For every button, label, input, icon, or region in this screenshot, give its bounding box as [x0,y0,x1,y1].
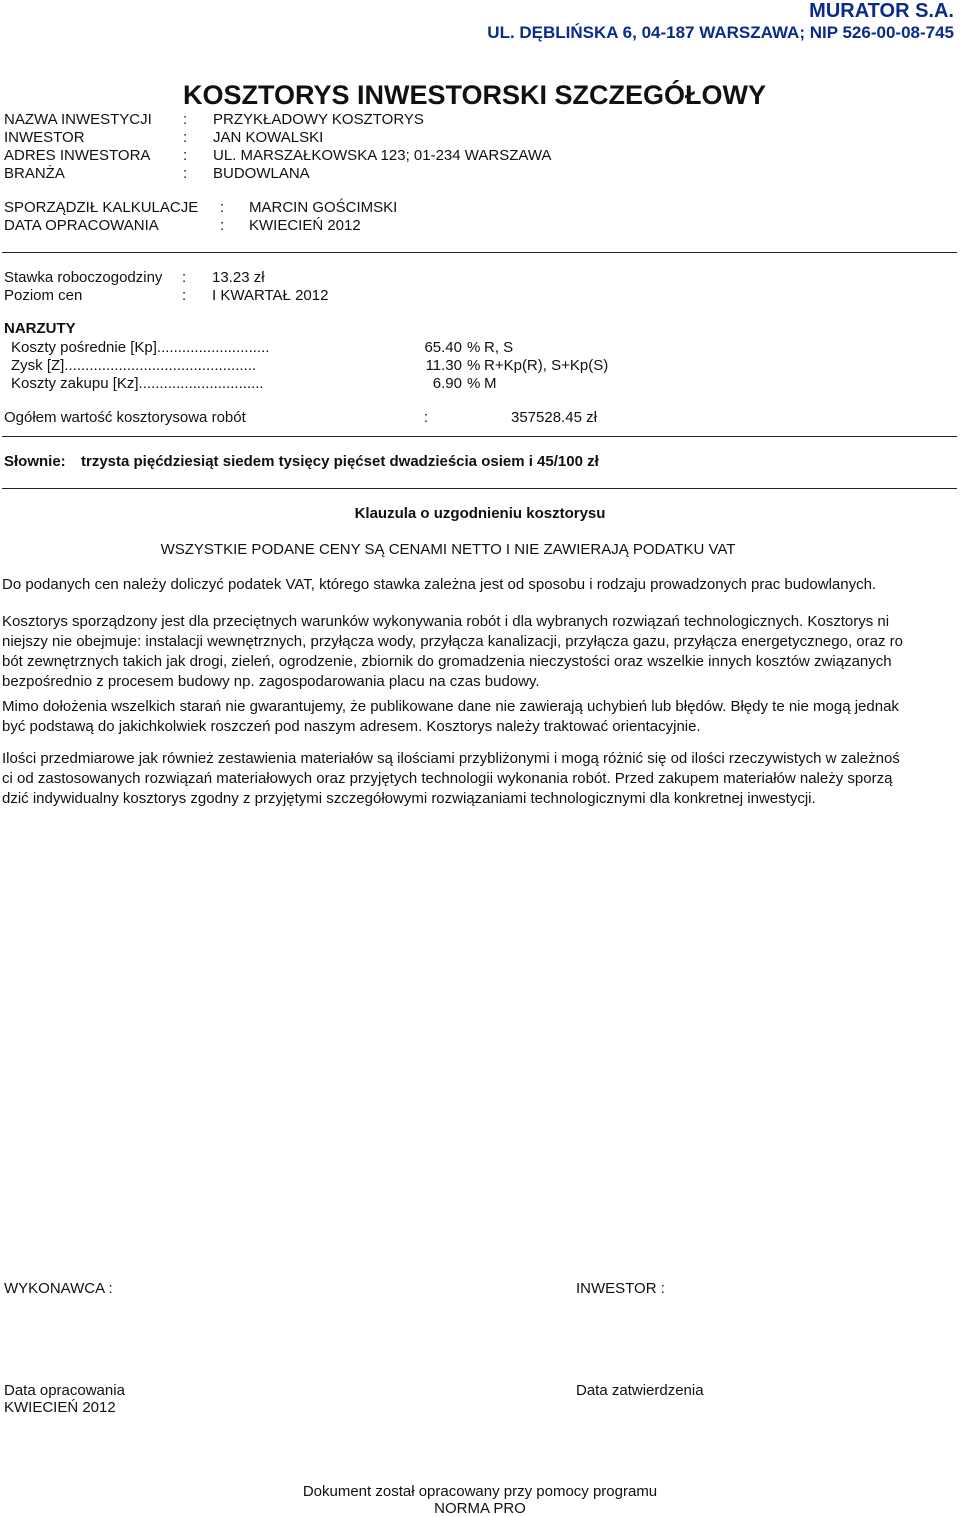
company-name: MURATOR S.A. [809,0,954,22]
clause-paragraph-disclaimer [2,697,952,737]
surcharges-heading: NARZUTY [4,320,76,337]
rate-value-price-level: I KWARTAŁ 2012 [212,287,329,304]
total-value: 357528.45 zł [511,409,597,426]
clause-paragraph-scope [2,612,952,692]
info-sep: : [183,111,188,128]
info-value-address: UL. MARSZAŁKOWSKA 123; 01-234 WARSZAWA [213,147,552,164]
investor-signature-label: INWESTOR : [576,1280,665,1297]
info-sep: : [183,129,188,146]
surcharge-basis: R, S [484,339,514,356]
surcharge-unit: % [467,357,481,374]
paragraph-line: Kosztorys sporządzony jest dla przeciętnych warunków wykonywania robót i dla wybranych rozwiązań technologicznych. Kosztorys ni [2,613,890,630]
divider [2,436,957,437]
divider [2,252,957,253]
paragraph-line: Do podanych cen należy doliczyć podatek VAT, którego stawka zależna jest od sposobu i rodzaju prowadzonych prac budowlanych. [2,576,877,593]
footer-software-note: Dokument został opracowany przy pomocy programu [302,1483,658,1500]
company-address: UL. DĘBLIŃSKA 6, 04-187 WARSZAWA; NIP 526-00-08-745 [487,23,954,42]
prep-date-value: KWIECIEŃ 2012 [4,1399,116,1416]
info-label-branch: BRANŻA [4,165,65,182]
surcharge-value: 6.90 [432,375,462,392]
paragraph-line: niejszy nie obejmuje: instalacji wewnętrznych, przyłącza wody, przyłącza kanalizacji, przyłącza gazu, przyłącza energetycznego, oraz ro [2,633,903,650]
surcharge-basis: R+Kp(R), S+Kp(S) [484,357,609,374]
paragraph-line: dzić indywidualny kosztorys zgodny z przyjętymi szczegółowymi rozwiązaniami technologicznymi dla konkretnej inwestycji. [2,790,816,807]
info-sep: : [183,147,188,164]
prep-date-label: Data opracowania [4,1382,125,1399]
paragraph-line: bezpośrednio z procesem budowy np. zagospodarowania placu na czas budowy. [2,673,540,690]
surcharge-label: Koszty pośrednie [Kp]........................... [11,339,270,356]
info-label-address: ADRES INWESTORA [4,147,151,164]
prepared-sep: : [220,199,225,216]
info-value-name: PRZYKŁADOWY KOSZTORYS [213,111,424,128]
contractor-signature-label: WYKONAWCA : [4,1280,113,1297]
approval-date-label: Data zatwierdzenia [576,1382,704,1399]
surcharge-unit: % [467,375,481,392]
clause-paragraph-vat [2,575,952,595]
surcharge-value: 11.30 [425,357,462,374]
paragraph-line: Ilości przedmiarowe jak również zestawienia materiałów są ilościami przybliżonymi i mogą różnić się od ilości rzeczywistych w zależnoś [2,750,900,767]
info-label-name: NAZWA INWESTYCJI [4,111,152,128]
info-label-investor: INWESTOR [4,129,85,146]
info-sep: : [183,165,188,182]
words-label: Słownie: [4,453,66,470]
prepared-sep: : [220,217,225,234]
prepared-value-date: KWIECIEŃ 2012 [249,217,361,234]
prepared-value-author: MARCIN GOŚCIMSKI [249,199,398,216]
rate-sep: : [182,287,187,304]
clause-heading: Klauzula o uzgodnieniu kosztorysu [354,505,606,522]
surcharge-label: Koszty zakupu [Kz].............................. [11,375,264,392]
surcharge-unit: % [467,339,481,356]
surcharge-value: 65.40 [424,339,462,356]
total-label: Ogółem wartość kosztorysowa robót [4,409,246,426]
prepared-label-date: DATA OPRACOWANIA [4,217,159,234]
clause-paragraph-quantities [2,749,952,809]
surcharge-label: Zysk [Z].............................................. [11,357,257,374]
surcharge-basis: M [484,375,497,392]
words-value: trzysta pięćdziesiąt siedem tysięcy pięćset dwadzieścia osiem i 45/100 zł [81,453,599,470]
rate-value-hourly: 13.23 zł [212,269,265,286]
paragraph-line: Mimo dołożenia wszelkich starań nie gwarantujemy, że publikowane dane nie zawierają uchybień lub błędów. Błędy te nie mogą jednak [2,698,899,715]
total-sep: : [424,409,429,426]
info-value-investor: JAN KOWALSKI [213,129,324,146]
document-title: KOSZTORYS INWESTORSKI SZCZEGÓŁOWY [183,80,767,110]
paragraph-line: być podstawą do jakichkolwiek roszczeń pod naszym adresem. Kosztorys należy traktować orientacyjnie. [2,718,701,735]
divider [2,488,957,489]
rate-label-price-level: Poziom cen [4,287,83,304]
info-value-branch: BUDOWLANA [213,165,310,182]
rate-label-hourly: Stawka roboczogodziny [4,269,163,286]
footer-software-name: NORMA PRO [434,1500,526,1517]
vat-notice: WSZYSTKIE PODANE CENY SĄ CENAMI NETTO I NIE ZAWIERAJĄ PODATKU VAT [160,541,736,558]
paragraph-line: bót zewnętrznych takich jak drogi, zieleń, ogrodzenie, zbiornik do gromadzenia nieczystości oraz wszelkie innych kosztów związanych [2,653,892,670]
prepared-label-author: SPORZĄDZIŁ KALKULACJE [4,199,199,216]
rate-sep: : [182,269,187,286]
paragraph-line: ci od zastosowanych rozwiązań materiałowych oraz przyjętych technologii wykonania robót. Przed zakupem materiałów należy sporzą [2,770,893,787]
